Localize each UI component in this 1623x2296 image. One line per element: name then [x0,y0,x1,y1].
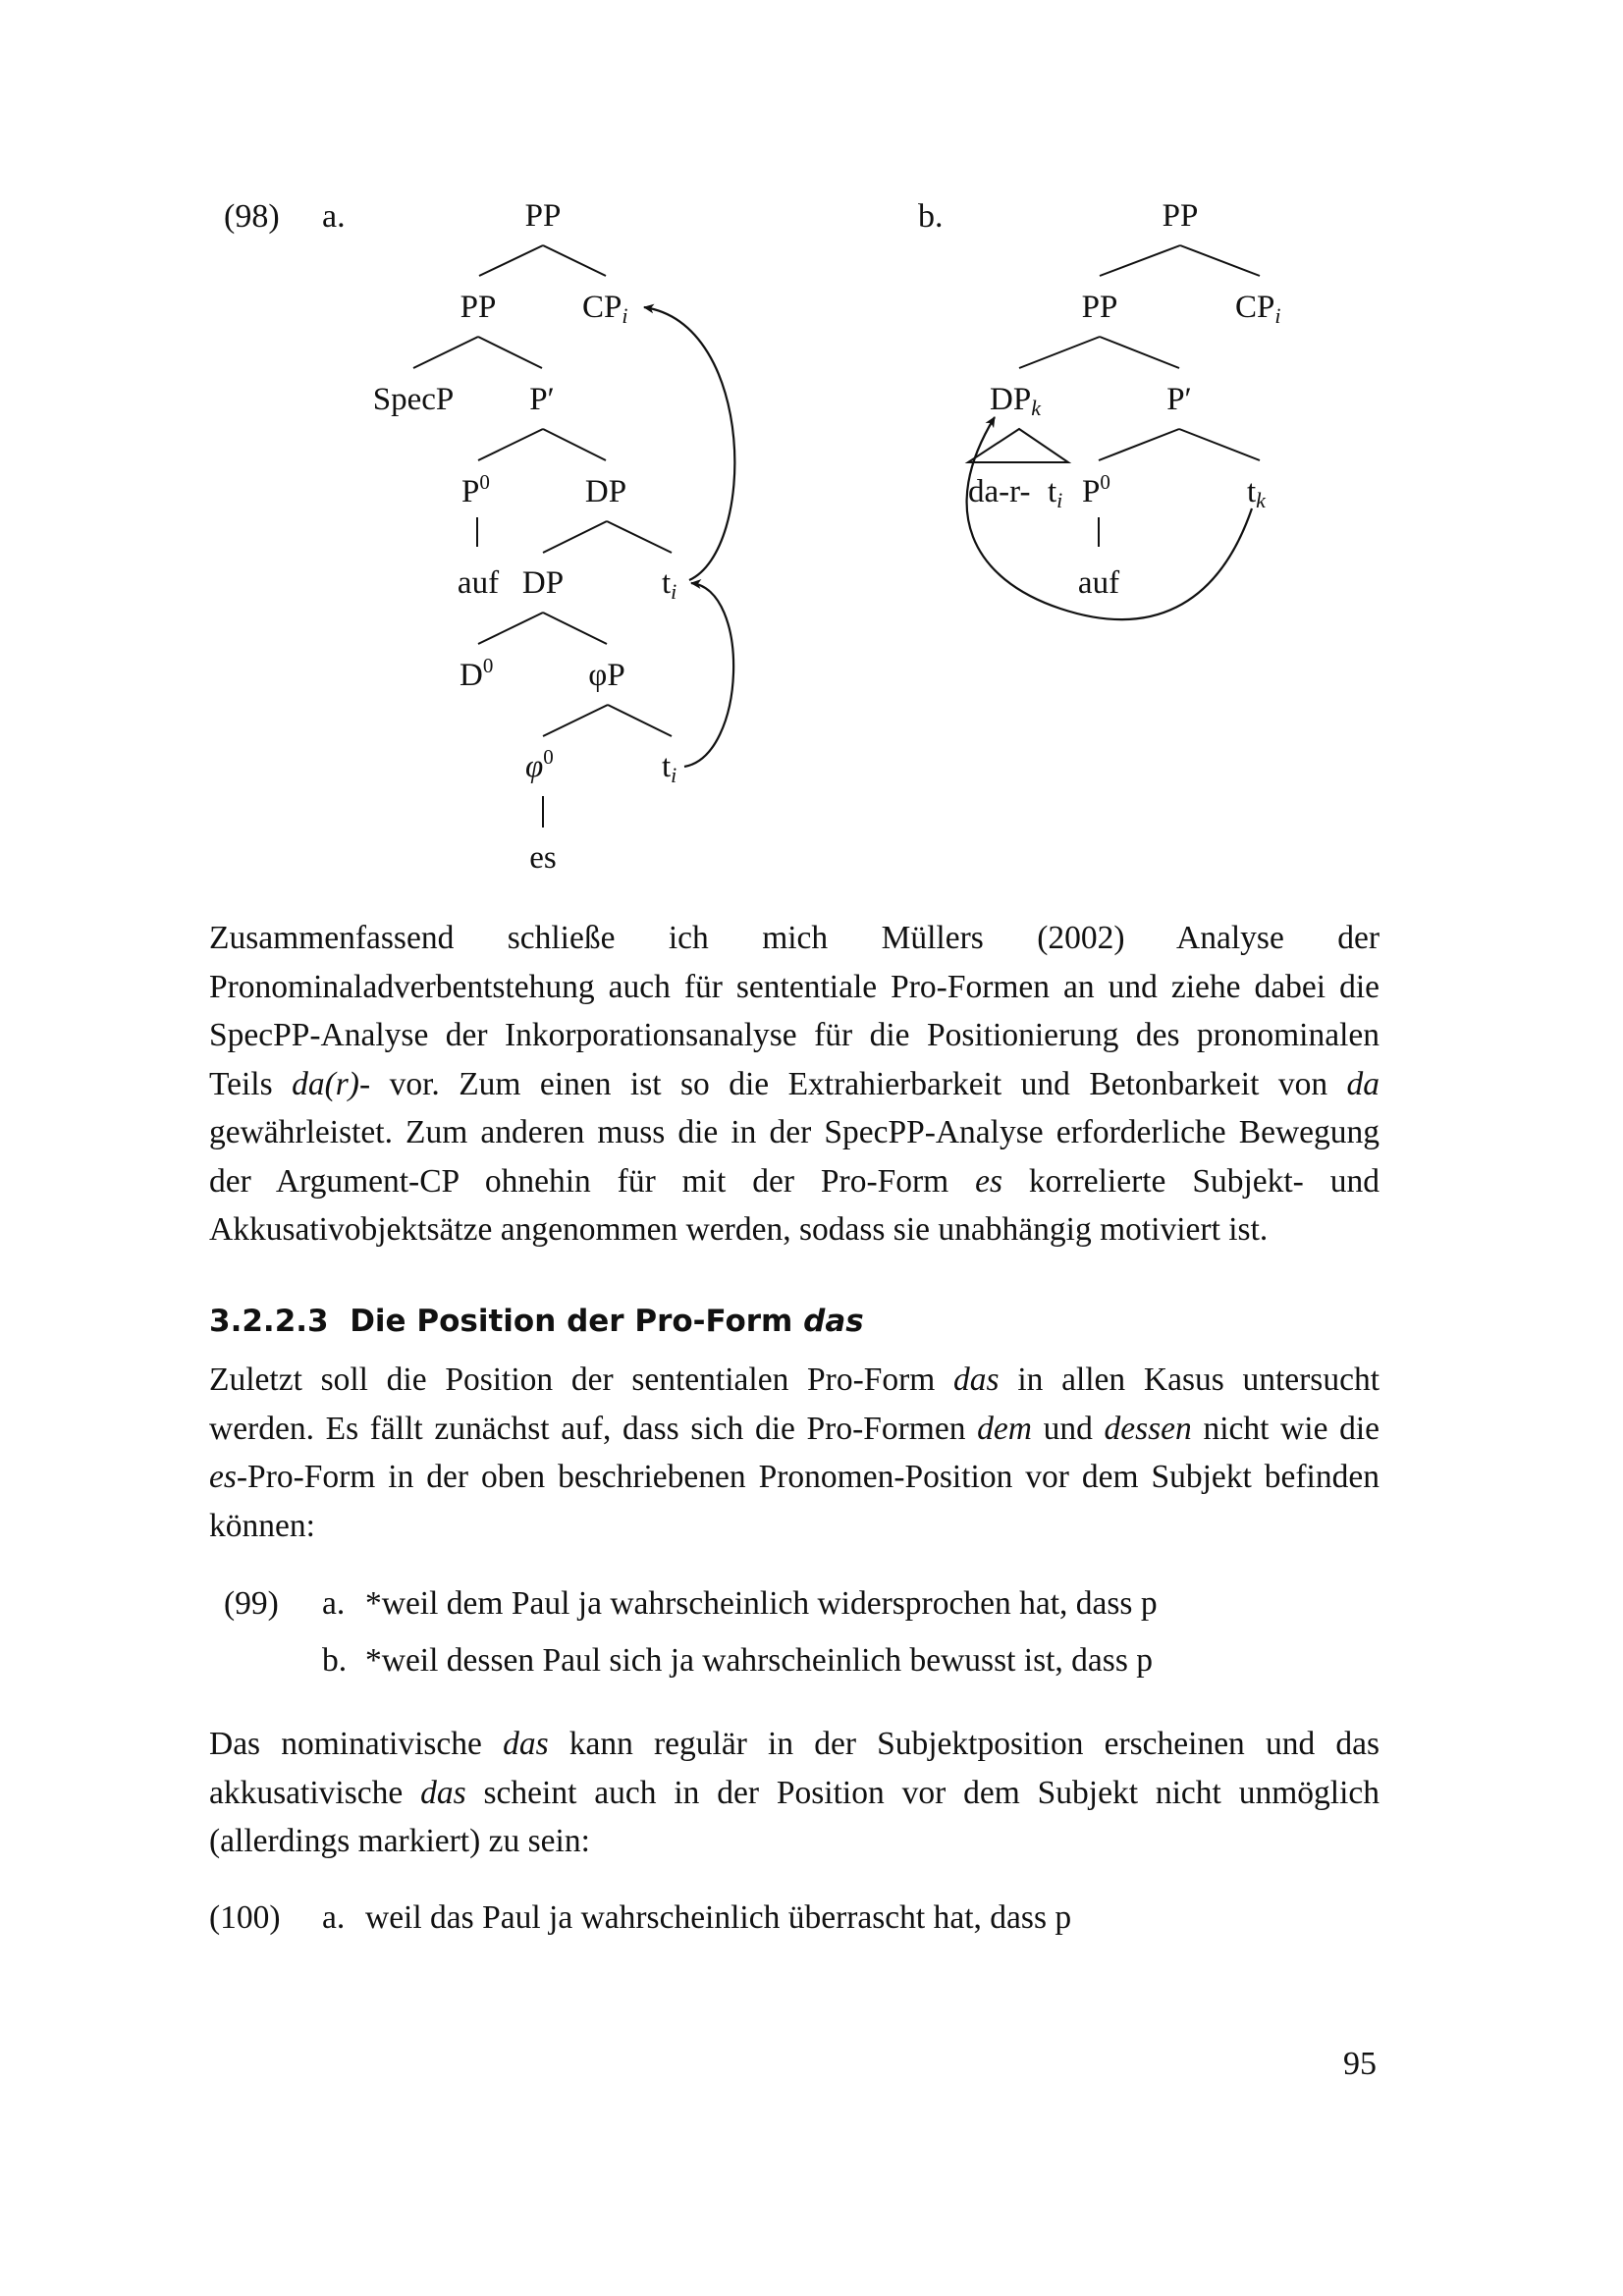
movement-arrow-cp [644,307,734,580]
tree-a-d0: $D^0$ [460,654,494,693]
tree-a-ti2: ti [662,749,677,787]
tree-a-phi0: $\varphi^0$ [525,745,554,784]
section-heading: 3.2.2.3 Die Position der Pro-Form das [209,1304,864,1339]
example-99b-text: *weil dessen Paul sich ja wahrscheinlich bewusst ist, dass p [365,1642,1154,1679]
example-98b-label: b. [918,198,944,235]
tree-a-pp: PP [460,290,497,325]
tree-a-p0: $P^0$ [461,470,490,509]
tree-a-auf: auf [457,565,500,601]
tree-a-dp2: DP [521,565,565,601]
paragraph-nominative: Das nominativische das kann regulär in der Subjektposition erscheinen und das akkusativische das scheint auch in der Position vor dem Subjekt nicht unmöglich (allerdings markiert) zu sein: [209,1726,1380,1859]
tree-a-es: es [529,840,557,876]
example-99a-label: a. [322,1585,346,1622]
tree-a-cp: CPi [582,290,628,328]
tree-b-dar: da-r- [968,474,1031,509]
tree-a-dp: DP [584,474,627,509]
example-100a-label: a. [322,1899,346,1936]
page-number: 95 [1343,2046,1377,2082]
tree-b-pbar: P′ [1166,382,1192,417]
example-100-number: (100) [209,1899,281,1936]
tree-b-dpk: DPk [990,382,1041,420]
tree-b-p0: $P^0$ [1082,470,1110,509]
tree-a-pbar: P′ [529,382,555,417]
tree-b-cp: CPi [1235,290,1281,328]
tree-a-phip: φP [588,658,625,693]
syntax-trees [0,0,1623,883]
tree-a-root-pp: PP [524,198,562,234]
tree-a-ti1: ti [662,565,677,604]
example-99b-label: b. [322,1642,348,1679]
tree-a-specp: SpecP [372,382,455,417]
example-100a-text: weil das Paul ja wahrscheinlich überrascht hat, dass p [365,1899,1072,1936]
paragraph-position: Zuletzt soll die Position der sententialen Pro-Form das in allen Kasus untersucht werden. Es fällt zunächst auf, dass sich die Pro-Formen dem und dessen nicht wie die es-Pro-Form in der oben beschriebenen Pronomen-Position vor dem Subjekt befinden können: [209,1362,1380,1544]
tree-b-ti: ti [1048,474,1063,512]
example-99-number: (99) [224,1585,279,1622]
example-98a-label: a. [322,198,346,235]
tree-b-tk: tk [1247,474,1266,512]
tree-b-auf: auf [1077,565,1120,601]
paragraph-summary: Zusammenfassend schließe ich mich Müllers (2002) Analyse der Pronominaladverbentstehung auch für sententiale Pro-Formen an und ziehe dabei die SpecPP-Analyse der Inkorporationsanalyse für die Positionierung des pronominalen Teils da(r)- vor. Zum einen ist so die Extrahierbarkeit und Betonbarkeit von da gewährleistet. Zum anderen muss die in der SpecPP-Analyse erforderliche Bewegung der Argument-CP ohnehin für mit der Pro-Form es korrelierte Subjekt- und Akkusativobjektsätze angenommen werden, sodass sie unabhängig motiviert ist. [209,920,1380,1248]
movement-arrow-ti [684,583,733,767]
tree-a-branches [413,245,672,828]
example-99a-text: *weil dem Paul ja wahrscheinlich widersprochen hat, dass p [365,1585,1158,1622]
tree-b-pp: PP [1081,290,1118,325]
tree-b-root-pp: PP [1162,198,1199,234]
example-98-number: (98) [224,198,280,235]
